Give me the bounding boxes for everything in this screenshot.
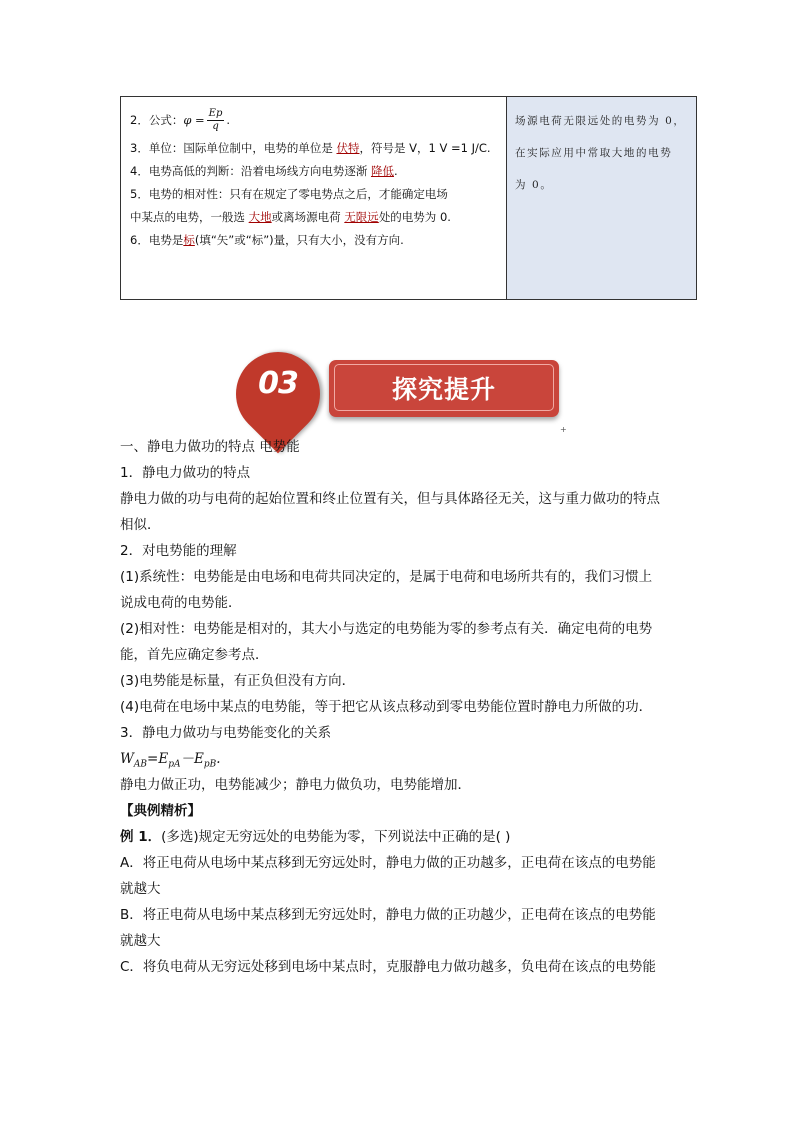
eq-w: W <box>120 751 134 767</box>
small-mark: + <box>560 425 567 434</box>
note-line-1: 场源电荷无限远处的电势为 0， <box>515 115 686 127</box>
judgement-text-b: . <box>393 164 398 178</box>
paragraph-line: 相似． <box>120 517 161 533</box>
formula-denominator: q <box>212 121 219 132</box>
main-content <box>120 434 680 980</box>
heading-static-work: 一、静电力做功的特点 电势能 <box>120 439 300 455</box>
subheading-work-feature: 1．静电力做功的特点 <box>120 465 251 481</box>
option-c: C．将负电荷从无穷远处移到电场中某点时，克服静电力做功越多，负电荷在该点的电势能 <box>120 959 656 975</box>
formula-lhs: φ = <box>183 113 205 127</box>
paragraph-line: 说成电荷的电势能． <box>120 595 242 611</box>
paragraph-line: (3)电势能是标量，有正负但没有方向． <box>120 673 356 689</box>
example-heading: 【典例精析】 <box>120 803 201 819</box>
paragraph-line: 静电力做正功，电势能减少；静电力做负功，电势能增加． <box>120 777 471 793</box>
option-a-cont: 就越大 <box>120 881 161 897</box>
paragraph-line: (2)相对性：电势能是相对的，其大小与选定的电势能为零的参考点有关．确定电荷的电势 <box>120 621 653 637</box>
eq-minus: －E <box>180 751 204 767</box>
judgement-text-a: 4．电势高低的判断：沿着电场线方向电势逐渐 <box>130 164 371 178</box>
eq-e1-sub: pA <box>168 759 181 770</box>
option-b-cont: 就越大 <box>120 933 161 949</box>
paragraph-line: (4)电荷在电场中某点的电势能，等于把它从该点移动到零电势能位置时静电力所做的功． <box>120 699 653 715</box>
judgement-line <box>130 160 498 183</box>
section-title: 探究提升 <box>391 375 496 404</box>
unit-text-a: 3．单位：国际单位制中，电势的单位是 <box>130 141 337 155</box>
relativity-line <box>130 183 498 206</box>
formula-line <box>130 103 498 137</box>
option-b: B．将正电荷从电场中某点移到无穷远处时，静电力做的正功越少，正电荷在该点的电势能 <box>120 907 656 923</box>
note-line-2: 在实际应用中常取大地的电势 <box>515 147 673 159</box>
relativity-text: 5．电势的相对性：只有在规定了零电势点之后，才能确定电场 <box>130 187 448 201</box>
formula-fraction <box>207 108 225 133</box>
eq-equals: =E <box>147 751 169 767</box>
paragraph-line: (1)系统性：电势能是由电场和电荷共同决定的，是属于电荷和电场所共有的，我们习惯上 <box>120 569 653 585</box>
relativity-line-2 <box>130 206 498 229</box>
option-a: A．将正电荷从电场中某点移到无穷远处时，静电力做的正功越多，正电荷在该点的电势能 <box>120 855 656 871</box>
subheading-work-energy-relation: 3．静电力做功与电势能变化的关系 <box>120 725 332 741</box>
paragraph-line: 静电力做的功与电荷的起始位置和终止位置有关，但与具体路径无关，这与重力做功的特点 <box>120 491 660 507</box>
section-number: 03 <box>258 366 298 401</box>
formula-end: . <box>226 113 231 127</box>
eq-w-sub: AB <box>133 759 148 770</box>
relativity-text-b: 中某点的电势，一般选 <box>130 210 249 224</box>
unit-text-b: ，符号是 V，1 V =1 J/C. <box>359 141 491 155</box>
relativity-text-mid: 或离场源电荷 <box>271 210 345 224</box>
unit-line <box>130 137 498 160</box>
formula-prefix: 2．公式： <box>130 113 184 127</box>
scalar-answer: 标 <box>183 233 195 247</box>
scalar-text-b: (填“矢”或“标”)量，只有大小，没有方向. <box>194 233 404 247</box>
example-label: 例 1． <box>120 829 162 845</box>
relativity-answer-1: 大地 <box>248 210 272 224</box>
example-question-text: (多选)规定无穷远处的电势能为零，下列说法中正确的是( ) <box>161 829 511 845</box>
relativity-text-end: 处的电势为 0. <box>378 210 451 224</box>
scalar-text-a: 6．电势是 <box>130 233 184 247</box>
eq-end: . <box>216 751 221 767</box>
summary-table-note-cell <box>507 97 696 299</box>
summary-table-main-cell <box>121 97 507 299</box>
judgement-answer: 降低 <box>370 164 394 178</box>
note-line-3: 为 0。 <box>515 179 553 191</box>
eq-e2-sub: pB <box>203 759 217 770</box>
unit-answer: 伏特 <box>336 141 360 155</box>
formula-numerator: Ep <box>208 108 223 119</box>
example-question <box>120 824 680 850</box>
paragraph-line: 能，首先应确定参考点． <box>120 647 269 663</box>
section-title-banner <box>329 360 559 417</box>
summary-table <box>120 96 697 300</box>
scalar-line <box>130 229 498 252</box>
relativity-answer-2: 无限远 <box>344 210 379 224</box>
equation-line <box>120 746 680 772</box>
subheading-understanding: 2．对电势能的理解 <box>120 543 237 559</box>
